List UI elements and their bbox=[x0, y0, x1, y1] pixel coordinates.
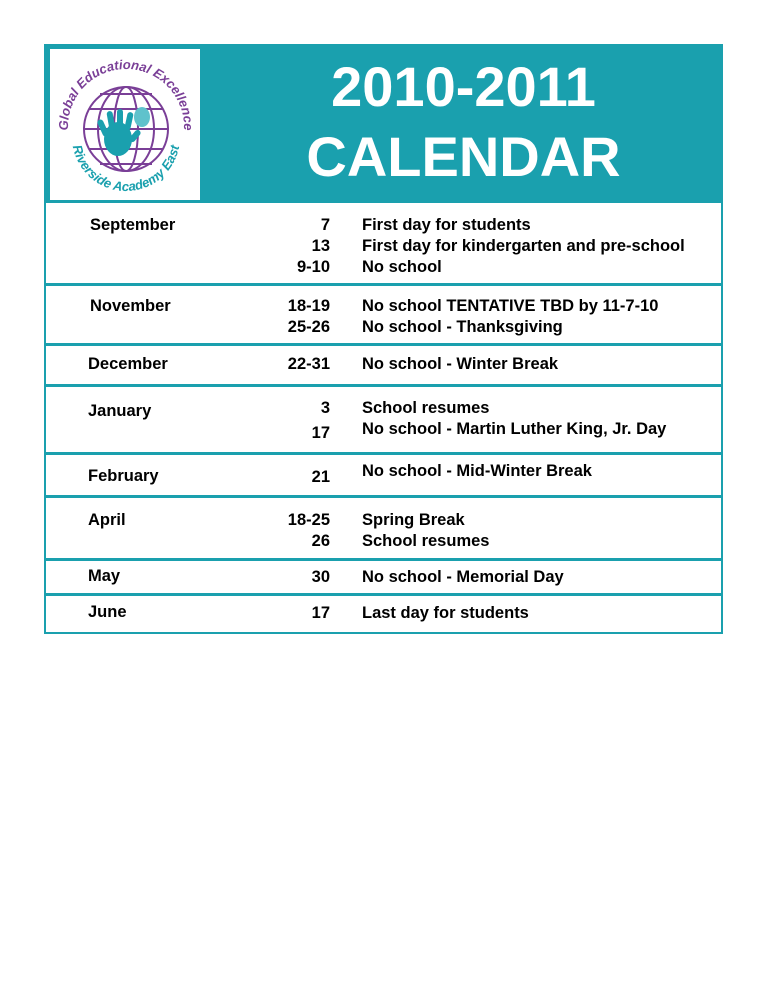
month-label: April bbox=[88, 511, 126, 529]
month-label: January bbox=[88, 402, 152, 420]
page-title bbox=[206, 52, 721, 192]
month-label: November bbox=[90, 297, 171, 315]
event-list bbox=[362, 296, 658, 338]
month-label: May bbox=[88, 567, 121, 585]
event-description: School resumes bbox=[362, 399, 490, 417]
date-list bbox=[236, 296, 330, 338]
date-value: 18-19 bbox=[287, 297, 330, 315]
month-row-september bbox=[46, 203, 721, 283]
date-list bbox=[236, 398, 330, 444]
event-description: School resumes bbox=[362, 532, 490, 550]
date-value: 9-10 bbox=[296, 258, 330, 276]
title-years: 2010-2011 bbox=[331, 55, 596, 118]
month-label: June bbox=[88, 603, 127, 621]
month-label: December bbox=[88, 355, 168, 373]
month-row-november bbox=[46, 286, 721, 343]
event-description: First day for kindergarten and pre-school bbox=[362, 237, 685, 255]
date-value: 7 bbox=[320, 216, 330, 234]
month-label: September bbox=[90, 216, 176, 234]
date-value: 26 bbox=[311, 532, 330, 550]
month-row-december bbox=[46, 346, 721, 384]
event-description: First day for students bbox=[362, 216, 531, 234]
date-value: 13 bbox=[311, 237, 330, 255]
month-row-may bbox=[46, 561, 721, 593]
date-value: 30 bbox=[311, 568, 330, 586]
date-list bbox=[236, 215, 330, 278]
date-value: 3 bbox=[320, 399, 330, 417]
month-row-june bbox=[46, 596, 721, 632]
logo-arc-bottom: Riverside Academy East bbox=[69, 143, 183, 195]
date-value: 21 bbox=[311, 468, 330, 486]
school-logo bbox=[50, 49, 200, 201]
title-calendar: CALENDAR bbox=[306, 125, 621, 188]
event-description: No school - Martin Luther King, Jr. Day bbox=[362, 420, 667, 438]
event-list bbox=[362, 354, 558, 375]
month-row-february bbox=[46, 455, 721, 495]
event-list bbox=[362, 510, 489, 552]
event-list bbox=[362, 603, 529, 624]
month-row-april bbox=[46, 498, 721, 558]
date-value: 22-31 bbox=[287, 355, 330, 373]
date-list bbox=[236, 354, 330, 375]
calendar-header bbox=[46, 46, 721, 203]
date-value: 18-25 bbox=[287, 511, 330, 529]
event-list bbox=[362, 398, 666, 440]
event-description: No school bbox=[362, 258, 442, 276]
date-list bbox=[236, 461, 330, 488]
month-label: February bbox=[88, 467, 159, 485]
event-description: No school - Thanksgiving bbox=[362, 318, 563, 336]
event-description: Last day for students bbox=[362, 604, 529, 622]
date-value: 17 bbox=[311, 424, 330, 442]
date-list bbox=[236, 603, 330, 624]
event-description: No school - Memorial Day bbox=[362, 568, 564, 586]
date-value: 17 bbox=[311, 604, 330, 622]
date-list bbox=[236, 510, 330, 552]
event-description: Spring Break bbox=[362, 511, 465, 529]
calendar-frame bbox=[44, 44, 723, 634]
event-list bbox=[362, 461, 592, 482]
event-description: No school TENTATIVE TBD by 11-7-10 bbox=[362, 297, 659, 315]
globe-logo-icon bbox=[50, 49, 200, 201]
event-description: No school - Winter Break bbox=[362, 355, 559, 373]
month-row-january bbox=[46, 387, 721, 452]
logo-arc-top: Global Educational Excellence bbox=[55, 56, 197, 131]
date-value: 25-26 bbox=[287, 318, 330, 336]
date-list bbox=[236, 567, 330, 588]
event-list bbox=[362, 567, 564, 588]
event-list bbox=[362, 215, 685, 278]
event-description: No school - Mid-Winter Break bbox=[362, 462, 592, 480]
